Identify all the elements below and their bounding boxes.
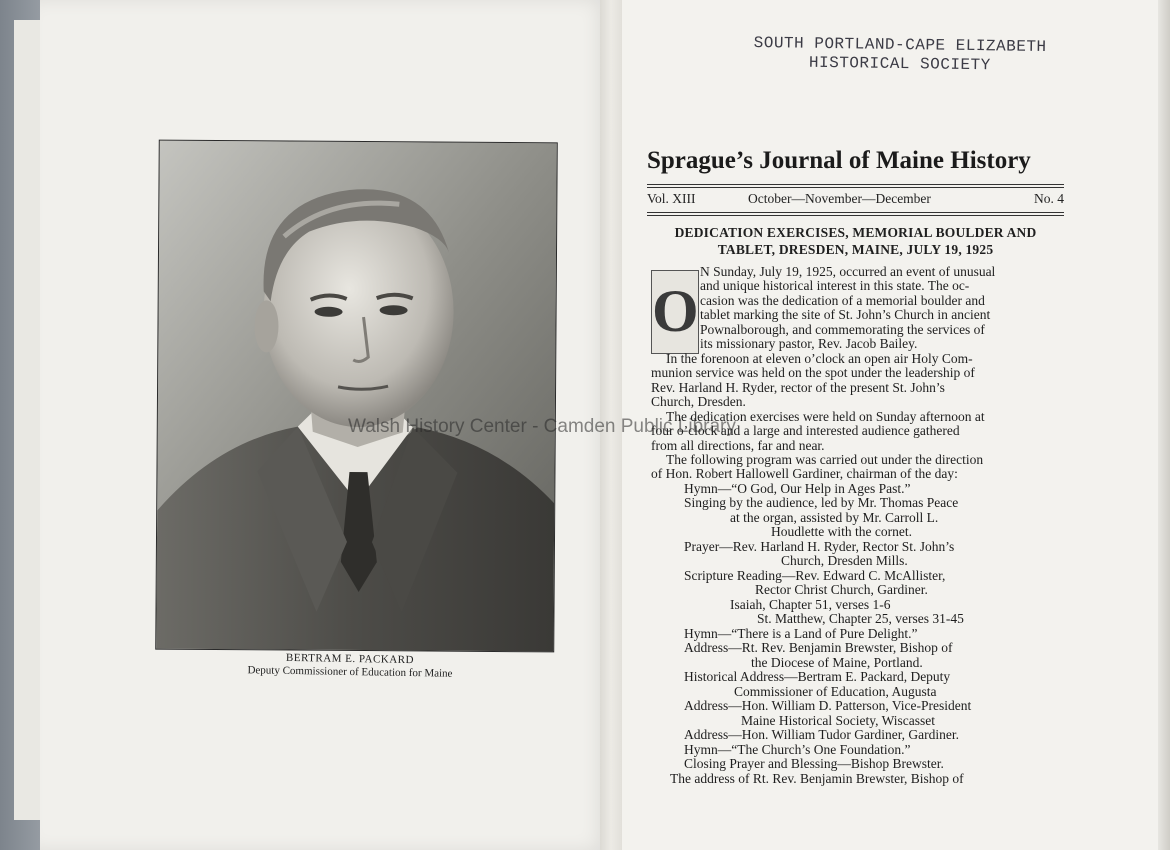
article-heading [647,224,1064,258]
body-line: munion service was held on the spot under the leadership of [651,365,975,380]
program-line: Address—Rt. Rev. Benjamin Brewster, Bishop of [684,640,953,655]
portrait-caption-role: Deputy Commissioner of Education for Maine [247,664,453,680]
body-line: The following program was carried out under the direction [666,452,984,467]
drop-cap-letter: O [652,278,699,344]
body-line: Church, Dresden. [651,394,746,409]
right-page-edge [1158,0,1170,850]
body-line: casion was the dedication of a memorial boulder and [700,293,985,308]
drop-cap-initial [651,270,699,354]
program-line: Isaiah, Chapter 51, verses 1-6 [730,597,891,612]
library-watermark: Walsh History Center - Camden Public Library [348,416,736,437]
body-line: its missionary pastor, Rev. Jacob Bailey. [700,336,918,351]
article-heading-line-2: TABLET, DRESDEN, MAINE, JULY 19, 1925 [717,242,994,257]
program-line: Scripture Reading—Rev. Edward C. McAllister, [684,568,946,583]
article-heading-line-1: DEDICATION EXERCISES, MEMORIAL BOULDER AND [674,225,1037,240]
issue-months: October—November—December [748,191,931,206]
issue-number: No. 4 [1034,191,1064,206]
program-line: Hymn—“The Church’s One Foundation.” [684,742,911,757]
portrait-photo [155,140,558,653]
program-line: Address—Hon. William D. Patterson, Vice-President [684,698,972,713]
program-line: Houdlette with the cornet. [771,524,912,539]
program-line: Hymn—“O God, Our Help in Ages Past.” [684,481,911,496]
journal-title: Sprague’s Journal of Maine History [647,147,1031,174]
body-line: Pownalborough, and commemorating the services of [700,322,985,337]
volume-number: Vol. XIII [647,191,696,206]
program-line: Commissioner of Education, Augusta [734,684,937,699]
portrait-illustration [156,141,557,652]
program-line: Closing Prayer and Blessing—Bishop Brewster. [684,756,944,771]
historical-society-stamp [700,33,1100,77]
body-line: The address of Rt. Rev. Benjamin Brewster, Bishop of [670,771,964,786]
body-line: and unique historical interest in this state. The oc- [700,278,970,293]
program-line: Rector Christ Church, Gardiner. [755,582,928,597]
body-line: N Sunday, July 19, 1925, occurred an event of unusual [700,264,996,279]
body-line: In the forenoon at eleven o’clock an open air Holy Com- [666,351,973,366]
stamp-line-2: HISTORICAL SOCIETY [808,53,991,75]
program-line: Address—Hon. William Tudor Gardiner, Gardiner. [684,727,960,742]
body-line: of Hon. Robert Hallowell Gardiner, chairman of the day: [651,466,958,481]
program-line: Singing by the audience, led by Mr. Thomas Peace [684,495,959,510]
program-line: Historical Address—Bertram E. Packard, Deputy [684,669,951,684]
program-line: Prayer—Rev. Harland H. Ryder, Rector St. John’s [684,539,955,554]
header-rule-bottom-double [647,215,1064,216]
body-line: Rev. Harland H. Ryder, rector of the present St. John’s [651,380,945,395]
program-line: Church, Dresden Mills. [781,553,908,568]
body-line: from all directions, far and near. [651,438,825,453]
program-line: at the organ, assisted by Mr. Carroll L. [730,510,939,525]
program-line: Maine Historical Society, Wiscasset [741,713,936,728]
program-line: the Diocese of Maine, Portland. [751,655,923,670]
body-line: The dedication exercises were held on Sunday afternoon at [666,409,985,424]
body-line: tablet marking the site of St. John’s Church in ancient [700,307,991,322]
program-line: St. Matthew, Chapter 25, verses 31-45 [757,611,964,626]
header-rule-top-double [647,187,1064,188]
body-line: four o’clock and a large and interested audience gathered [651,423,960,438]
header-rule-bottom [647,212,1064,213]
portrait-caption-name: BERTRAM E. PACKARD [285,651,415,667]
program-line: Hymn—“There is a Land of Pure Delight.” [684,626,918,641]
stamp-line-1: SOUTH PORTLAND-CAPE ELIZABETH [753,33,1047,57]
header-rule-top [647,184,1064,185]
